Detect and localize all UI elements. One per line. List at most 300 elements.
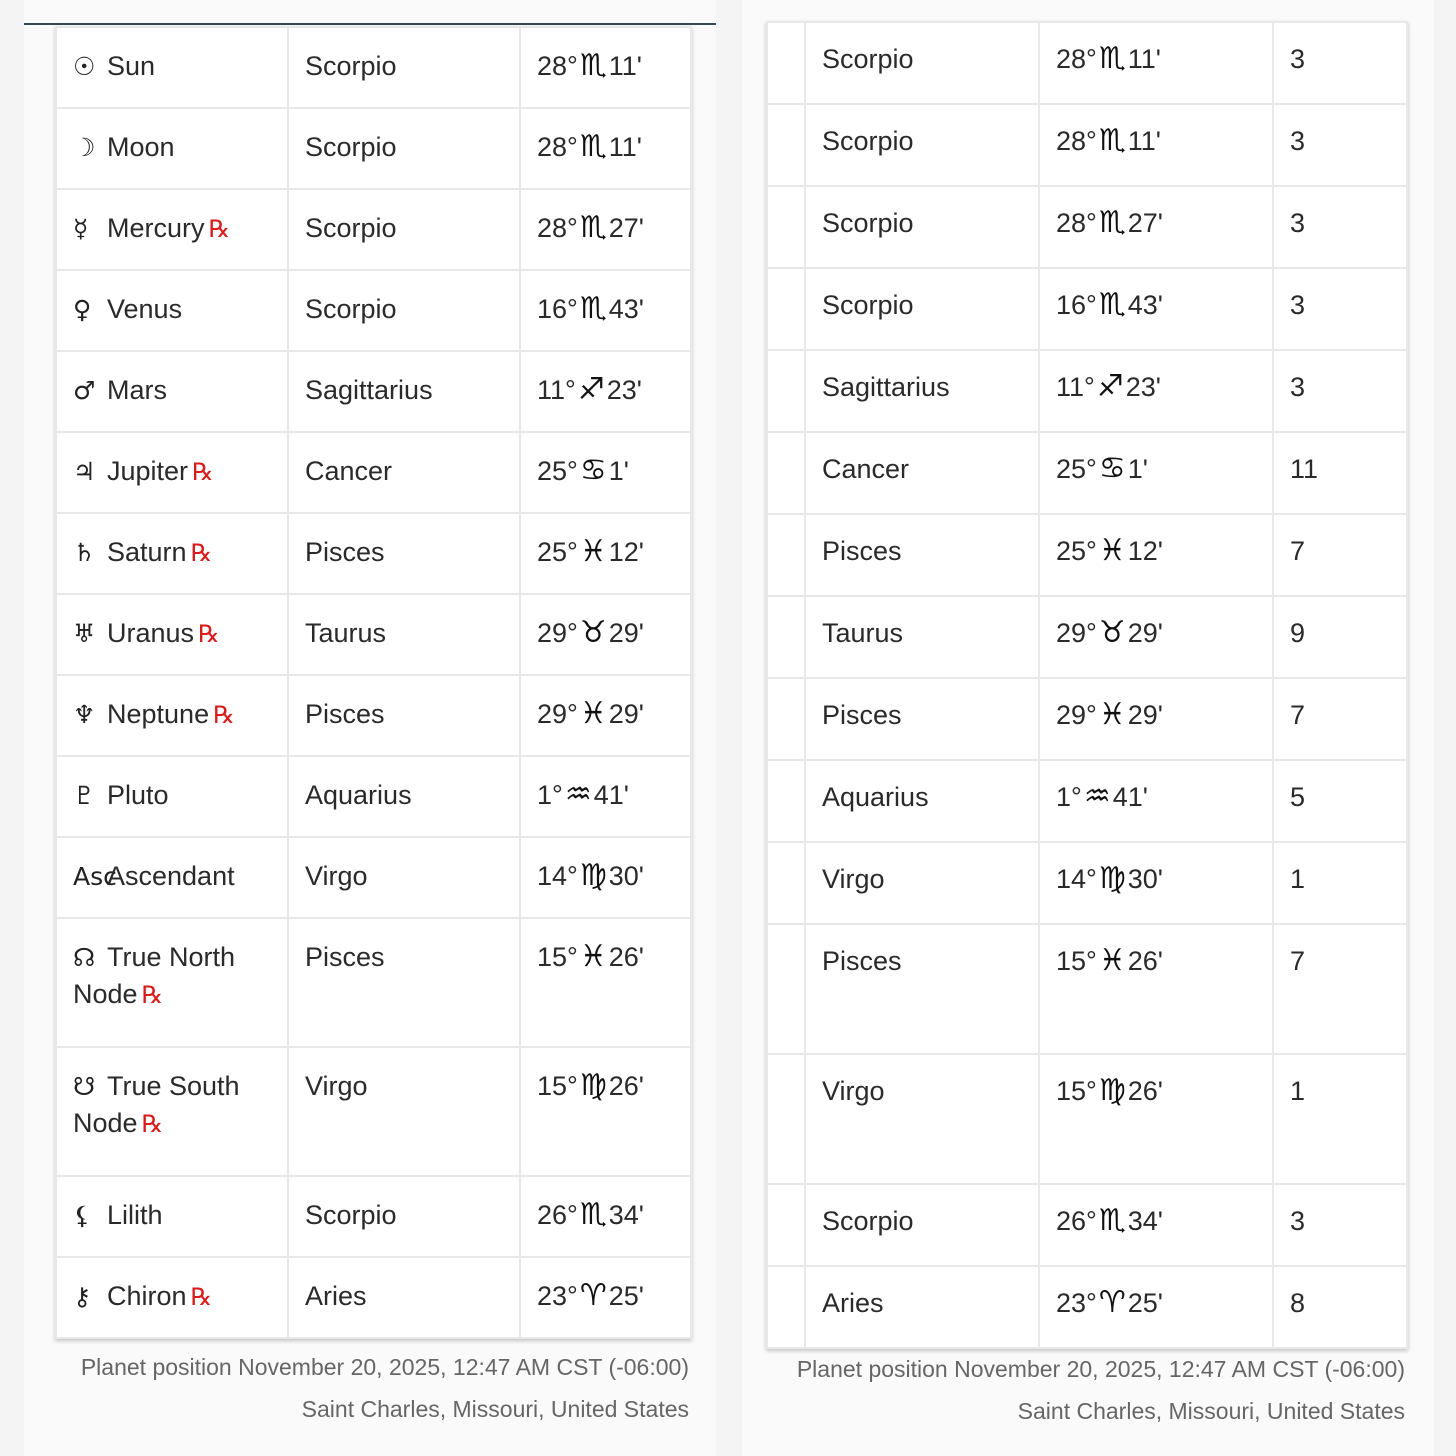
sign-name: Pisces bbox=[822, 700, 902, 730]
table-row bbox=[56, 351, 691, 432]
sign-name: Scorpio bbox=[822, 1206, 914, 1236]
zodiac-sign-icon: ♓ bbox=[579, 939, 607, 974]
zodiac-sign-icon: ♓ bbox=[1098, 697, 1126, 732]
zodiac-sign-icon: ♐ bbox=[1096, 369, 1124, 404]
retrograde-icon: ℞ bbox=[141, 981, 164, 1009]
degrees: 23° bbox=[537, 1281, 578, 1311]
sign-cell bbox=[288, 27, 520, 108]
sign-name: Scorpio bbox=[305, 132, 397, 162]
table-row bbox=[767, 760, 1407, 842]
house-cell bbox=[1273, 924, 1407, 1054]
minutes: 26' bbox=[608, 942, 644, 972]
table-row bbox=[56, 189, 691, 270]
degree-cell bbox=[520, 837, 691, 918]
degrees: 14° bbox=[537, 861, 578, 891]
minutes: 23' bbox=[1125, 372, 1161, 402]
degree-cell bbox=[1039, 268, 1273, 350]
sign-cell bbox=[805, 432, 1039, 514]
retrograde-icon: ℞ bbox=[192, 458, 214, 486]
sign-name: Aquarius bbox=[822, 782, 929, 812]
minutes: 26' bbox=[1127, 1076, 1163, 1106]
house-number: 3 bbox=[1290, 208, 1306, 238]
zodiac-sign-icon: ♏ bbox=[1098, 1203, 1126, 1238]
planet-name: Neptune bbox=[107, 699, 210, 729]
degrees: 29° bbox=[1056, 700, 1097, 730]
minutes: 11' bbox=[608, 51, 642, 81]
table-row bbox=[56, 918, 691, 1047]
planet-cell bbox=[56, 513, 288, 594]
minutes: 29' bbox=[608, 699, 644, 729]
house-number: 7 bbox=[1290, 700, 1306, 730]
house-cell bbox=[1273, 186, 1407, 268]
table-row bbox=[56, 1257, 691, 1338]
degree-cell bbox=[520, 513, 691, 594]
sign-cell bbox=[805, 104, 1039, 186]
caption-right bbox=[766, 1348, 1405, 1432]
planet-cell bbox=[56, 1047, 288, 1176]
degree-cell bbox=[520, 432, 691, 513]
empty-cell bbox=[767, 432, 805, 514]
house-number: 3 bbox=[1290, 290, 1306, 320]
table-row bbox=[56, 594, 691, 675]
zodiac-sign-icon: ♐ bbox=[577, 372, 605, 407]
degree-cell bbox=[1039, 350, 1273, 432]
planet-name: Uranus bbox=[107, 618, 195, 648]
table-row bbox=[56, 432, 691, 513]
table-row bbox=[56, 1176, 691, 1257]
table-row bbox=[767, 104, 1407, 186]
degree-cell bbox=[1039, 760, 1273, 842]
empty-cell bbox=[767, 842, 805, 924]
caption-location: Saint Charles, Missouri, United States bbox=[301, 1396, 689, 1422]
planet-cell bbox=[56, 837, 288, 918]
planet-name: True North Node bbox=[73, 942, 236, 1009]
sign-cell bbox=[805, 842, 1039, 924]
degrees: 26° bbox=[1056, 1206, 1097, 1236]
sign-cell bbox=[805, 514, 1039, 596]
planet-name: Sun bbox=[107, 51, 156, 81]
degree-cell bbox=[520, 189, 691, 270]
planet-name: Ascendant bbox=[107, 861, 235, 891]
sign-name: Virgo bbox=[305, 1071, 368, 1101]
degree-cell bbox=[520, 108, 691, 189]
degrees: 28° bbox=[1056, 208, 1097, 238]
zodiac-sign-icon: ♍ bbox=[579, 1068, 607, 1103]
planet-name: True South Node bbox=[73, 1071, 240, 1138]
minutes: 23' bbox=[606, 375, 642, 405]
house-cell bbox=[1273, 22, 1407, 104]
south-node-icon: ☋ bbox=[73, 1072, 96, 1101]
empty-cell bbox=[767, 514, 805, 596]
north-node-icon: ☊ bbox=[73, 943, 96, 972]
empty-cell bbox=[767, 1184, 805, 1266]
zodiac-sign-icon: ♏ bbox=[1098, 287, 1126, 322]
empty-cell bbox=[767, 186, 805, 268]
table-row bbox=[767, 350, 1407, 432]
house-cell bbox=[1273, 350, 1407, 432]
zodiac-sign-icon: ♓ bbox=[1098, 533, 1126, 568]
degree-cell bbox=[1039, 1184, 1273, 1266]
planet-name: Venus bbox=[107, 294, 183, 324]
zodiac-sign-icon: ♒ bbox=[564, 777, 592, 812]
sign-cell bbox=[288, 594, 520, 675]
zodiac-sign-icon: ♏ bbox=[579, 291, 607, 326]
degree-cell bbox=[1039, 1266, 1273, 1348]
house-cell bbox=[1273, 514, 1407, 596]
degree-cell bbox=[520, 1176, 691, 1257]
minutes: 11' bbox=[608, 132, 642, 162]
planet-name: Moon bbox=[107, 132, 175, 162]
sign-name: Cancer bbox=[305, 456, 393, 486]
empty-cell bbox=[767, 104, 805, 186]
planet-cell bbox=[56, 1176, 288, 1257]
degrees: 1° bbox=[537, 780, 563, 810]
zodiac-sign-icon: ♓ bbox=[579, 534, 607, 569]
degree-cell bbox=[520, 27, 691, 108]
zodiac-sign-icon: ♓ bbox=[1098, 943, 1126, 978]
sign-cell bbox=[288, 270, 520, 351]
table-row bbox=[767, 1184, 1407, 1266]
degrees: 28° bbox=[537, 51, 578, 81]
minutes: 27' bbox=[1127, 208, 1163, 238]
zodiac-sign-icon: ♏ bbox=[579, 1197, 607, 1232]
minutes: 26' bbox=[608, 1071, 644, 1101]
sign-name: Scorpio bbox=[305, 51, 397, 81]
uranus-icon: ♅ bbox=[73, 619, 96, 648]
sign-cell bbox=[288, 1047, 520, 1176]
planet-cell bbox=[56, 270, 288, 351]
sign-cell bbox=[288, 837, 520, 918]
planet-name: Lilith bbox=[107, 1200, 163, 1230]
degree-cell bbox=[520, 1047, 691, 1176]
minutes: 41' bbox=[593, 780, 629, 810]
minutes: 12' bbox=[1127, 536, 1163, 566]
moon-icon: ☽ bbox=[73, 133, 96, 162]
degree-cell bbox=[1039, 432, 1273, 514]
zodiac-sign-icon: ♍ bbox=[1098, 1073, 1126, 1108]
zodiac-sign-icon: ♍ bbox=[579, 858, 607, 893]
caption-date: Planet position November 20, 2025, 12:47 AM CST (-06:00) bbox=[796, 1356, 1405, 1382]
degree-cell bbox=[520, 756, 691, 837]
degrees: 28° bbox=[537, 132, 578, 162]
sign-name: Pisces bbox=[822, 946, 902, 976]
minutes: 11' bbox=[1127, 44, 1161, 74]
house-number: 3 bbox=[1290, 372, 1306, 402]
degree-cell bbox=[1039, 22, 1273, 104]
sign-cell bbox=[805, 1266, 1039, 1348]
degree-cell bbox=[1039, 842, 1273, 924]
zodiac-sign-icon: ♋ bbox=[1098, 451, 1126, 486]
minutes: 27' bbox=[608, 213, 644, 243]
sign-name: Aquarius bbox=[305, 780, 412, 810]
house-cell bbox=[1273, 596, 1407, 678]
retrograde-icon: ℞ bbox=[198, 620, 220, 648]
degrees: 15° bbox=[537, 942, 578, 972]
table-row bbox=[767, 924, 1407, 1054]
venus-icon: ♀ bbox=[73, 295, 92, 324]
house-number: 8 bbox=[1290, 1288, 1306, 1318]
minutes: 43' bbox=[1127, 290, 1163, 320]
sign-cell bbox=[805, 596, 1039, 678]
sign-name: Pisces bbox=[305, 942, 385, 972]
table-row bbox=[767, 186, 1407, 268]
planet-cell bbox=[56, 1257, 288, 1338]
sign-name: Cancer bbox=[822, 454, 910, 484]
degree-cell bbox=[1039, 596, 1273, 678]
degrees: 15° bbox=[1056, 946, 1097, 976]
house-number: 3 bbox=[1290, 1206, 1306, 1236]
sign-cell bbox=[805, 1054, 1039, 1184]
mercury-icon: ☿ bbox=[73, 214, 89, 243]
degree-cell bbox=[520, 918, 691, 1047]
empty-cell bbox=[767, 596, 805, 678]
planet-name: Mercury bbox=[107, 213, 205, 243]
sign-name: Scorpio bbox=[305, 1200, 397, 1230]
sign-name: Pisces bbox=[305, 699, 385, 729]
sign-cell bbox=[288, 918, 520, 1047]
degrees: 25° bbox=[1056, 454, 1097, 484]
sign-name: Scorpio bbox=[822, 44, 914, 74]
house-cell bbox=[1273, 842, 1407, 924]
minutes: 43' bbox=[608, 294, 644, 324]
planet-cell bbox=[56, 675, 288, 756]
degrees: 28° bbox=[537, 213, 578, 243]
top-rule bbox=[24, 23, 716, 25]
zodiac-sign-icon: ♈ bbox=[1098, 1285, 1126, 1320]
sign-name: Scorpio bbox=[305, 213, 397, 243]
zodiac-sign-icon: ♓ bbox=[579, 696, 607, 731]
degrees: 26° bbox=[537, 1200, 578, 1230]
zodiac-sign-icon: ♏ bbox=[579, 48, 607, 83]
retrograde-icon: ℞ bbox=[213, 701, 235, 729]
sign-name: Pisces bbox=[822, 536, 902, 566]
caption-left bbox=[55, 1346, 689, 1430]
pluto-icon: ♇ bbox=[73, 781, 96, 810]
degrees: 16° bbox=[537, 294, 578, 324]
sign-cell bbox=[288, 1176, 520, 1257]
zodiac-sign-icon: ♏ bbox=[1098, 205, 1126, 240]
degrees: 29° bbox=[537, 699, 578, 729]
sign-name: Aries bbox=[822, 1288, 884, 1318]
minutes: 30' bbox=[1127, 864, 1163, 894]
sign-name: Scorpio bbox=[822, 126, 914, 156]
house-cell bbox=[1273, 104, 1407, 186]
jupiter-icon: ♃ bbox=[73, 457, 96, 486]
planet-cell bbox=[56, 432, 288, 513]
table-row bbox=[767, 678, 1407, 760]
zodiac-sign-icon: ♏ bbox=[1098, 41, 1126, 76]
degrees: 28° bbox=[1056, 126, 1097, 156]
chiron-icon: ⚷ bbox=[73, 1282, 92, 1311]
house-number: 9 bbox=[1290, 618, 1306, 648]
table-row bbox=[767, 596, 1407, 678]
table-row bbox=[56, 837, 691, 918]
house-cell bbox=[1273, 760, 1407, 842]
minutes: 11' bbox=[1127, 126, 1161, 156]
house-cell bbox=[1273, 1054, 1407, 1184]
empty-cell bbox=[767, 350, 805, 432]
minutes: 29' bbox=[1127, 700, 1163, 730]
table-row bbox=[767, 432, 1407, 514]
sign-name: Virgo bbox=[305, 861, 368, 891]
empty-cell bbox=[767, 268, 805, 350]
degree-cell bbox=[520, 351, 691, 432]
table-row bbox=[56, 1047, 691, 1176]
planet-cell bbox=[56, 351, 288, 432]
retrograde-icon: ℞ bbox=[190, 1283, 213, 1311]
planet-cell bbox=[56, 756, 288, 837]
sign-name: Scorpio bbox=[305, 294, 397, 324]
degrees: 15° bbox=[1056, 1076, 1097, 1106]
degrees: 23° bbox=[1056, 1288, 1097, 1318]
sign-name: Aries bbox=[305, 1281, 367, 1311]
sign-name: Sagittarius bbox=[822, 372, 950, 402]
ascendant-icon: Asc bbox=[73, 862, 117, 891]
degrees: 25° bbox=[537, 537, 578, 567]
empty-cell bbox=[767, 924, 805, 1054]
sign-cell bbox=[805, 760, 1039, 842]
table-row bbox=[767, 268, 1407, 350]
sign-cell bbox=[288, 351, 520, 432]
house-number: 7 bbox=[1290, 536, 1306, 566]
zodiac-sign-icon: ♏ bbox=[579, 129, 607, 164]
house-cell bbox=[1273, 432, 1407, 514]
sign-name: Taurus bbox=[822, 618, 904, 648]
table-row bbox=[56, 756, 691, 837]
sign-cell bbox=[288, 108, 520, 189]
planet-position-table-left bbox=[55, 26, 692, 1339]
house-number: 11 bbox=[1290, 454, 1319, 484]
house-cell bbox=[1273, 1266, 1407, 1348]
sign-name: Scorpio bbox=[822, 290, 914, 320]
planet-cell bbox=[56, 594, 288, 675]
empty-cell bbox=[767, 760, 805, 842]
house-cell bbox=[1273, 1184, 1407, 1266]
minutes: 34' bbox=[608, 1200, 644, 1230]
minutes: 1' bbox=[1127, 454, 1148, 484]
zodiac-sign-icon: ♍ bbox=[1098, 861, 1126, 896]
degrees: 11° bbox=[1056, 372, 1095, 402]
retrograde-icon: ℞ bbox=[208, 215, 231, 243]
degree-cell bbox=[1039, 1054, 1273, 1184]
minutes: 26' bbox=[1127, 946, 1163, 976]
sign-name: Pisces bbox=[305, 537, 385, 567]
sun-icon: ☉ bbox=[73, 52, 96, 81]
degree-cell bbox=[520, 1257, 691, 1338]
saturn-icon: ♄ bbox=[73, 538, 96, 567]
empty-cell bbox=[767, 678, 805, 760]
zodiac-sign-icon: ♒ bbox=[1083, 779, 1111, 814]
table-row bbox=[56, 513, 691, 594]
degrees: 28° bbox=[1056, 44, 1097, 74]
planet-cell bbox=[56, 918, 288, 1047]
planet-name: Saturn bbox=[107, 537, 187, 567]
minutes: 30' bbox=[608, 861, 644, 891]
minutes: 41' bbox=[1112, 782, 1148, 812]
table-row bbox=[767, 22, 1407, 104]
degrees: 29° bbox=[1056, 618, 1097, 648]
table-row bbox=[56, 27, 691, 108]
table-row bbox=[767, 1266, 1407, 1348]
degrees: 29° bbox=[537, 618, 578, 648]
planet-position-table-right bbox=[766, 21, 1408, 1349]
house-number: 3 bbox=[1290, 44, 1306, 74]
retrograde-icon: ℞ bbox=[141, 1110, 164, 1138]
empty-cell bbox=[767, 1054, 805, 1184]
planet-name: Chiron bbox=[107, 1281, 187, 1311]
sign-cell bbox=[805, 678, 1039, 760]
retrograde-icon: ℞ bbox=[190, 539, 213, 567]
planet-name: Jupiter bbox=[107, 456, 189, 486]
sign-cell bbox=[288, 1257, 520, 1338]
table-row bbox=[56, 108, 691, 189]
caption-date: Planet position November 20, 2025, 12:47 AM CST (-06:00) bbox=[80, 1354, 689, 1380]
mars-icon: ♂ bbox=[73, 376, 96, 405]
minutes: 29' bbox=[608, 618, 644, 648]
planet-cell bbox=[56, 108, 288, 189]
sign-cell bbox=[805, 186, 1039, 268]
degrees: 11° bbox=[537, 375, 576, 405]
minutes: 25' bbox=[1127, 1288, 1163, 1318]
sign-cell bbox=[288, 189, 520, 270]
table-row bbox=[767, 514, 1407, 596]
house-number: 1 bbox=[1290, 864, 1306, 894]
sign-cell bbox=[805, 924, 1039, 1054]
minutes: 25' bbox=[608, 1281, 644, 1311]
minutes: 29' bbox=[1127, 618, 1163, 648]
neptune-icon: ♆ bbox=[73, 700, 96, 729]
degrees: 16° bbox=[1056, 290, 1097, 320]
house-cell bbox=[1273, 268, 1407, 350]
degrees: 15° bbox=[537, 1071, 578, 1101]
degrees: 1° bbox=[1056, 782, 1082, 812]
house-number: 1 bbox=[1290, 1076, 1306, 1106]
house-cell bbox=[1273, 678, 1407, 760]
planet-name: Pluto bbox=[107, 780, 169, 810]
sign-cell bbox=[805, 1184, 1039, 1266]
degree-cell bbox=[520, 594, 691, 675]
sign-name: Sagittarius bbox=[305, 375, 433, 405]
house-number: 7 bbox=[1290, 946, 1306, 976]
table-row bbox=[56, 675, 691, 756]
degree-cell bbox=[1039, 186, 1273, 268]
degrees: 25° bbox=[537, 456, 578, 486]
sign-cell bbox=[288, 756, 520, 837]
lilith-icon: ⚸ bbox=[73, 1201, 92, 1230]
sign-name: Virgo bbox=[822, 864, 885, 894]
house-number: 5 bbox=[1290, 782, 1306, 812]
sign-cell bbox=[805, 268, 1039, 350]
minutes: 12' bbox=[608, 537, 644, 567]
degree-cell bbox=[520, 270, 691, 351]
degree-cell bbox=[1039, 104, 1273, 186]
degrees: 25° bbox=[1056, 536, 1097, 566]
zodiac-sign-icon: ♋ bbox=[579, 453, 607, 488]
table-row bbox=[767, 1054, 1407, 1184]
empty-cell bbox=[767, 1266, 805, 1348]
table-row bbox=[767, 842, 1407, 924]
sign-name: Virgo bbox=[822, 1076, 885, 1106]
planet-cell bbox=[56, 189, 288, 270]
empty-cell bbox=[767, 22, 805, 104]
planet-cell bbox=[56, 27, 288, 108]
sign-name: Scorpio bbox=[822, 208, 914, 238]
sign-cell bbox=[288, 432, 520, 513]
sign-cell bbox=[805, 350, 1039, 432]
sign-cell bbox=[805, 22, 1039, 104]
degree-cell bbox=[520, 675, 691, 756]
house-number: 3 bbox=[1290, 126, 1306, 156]
